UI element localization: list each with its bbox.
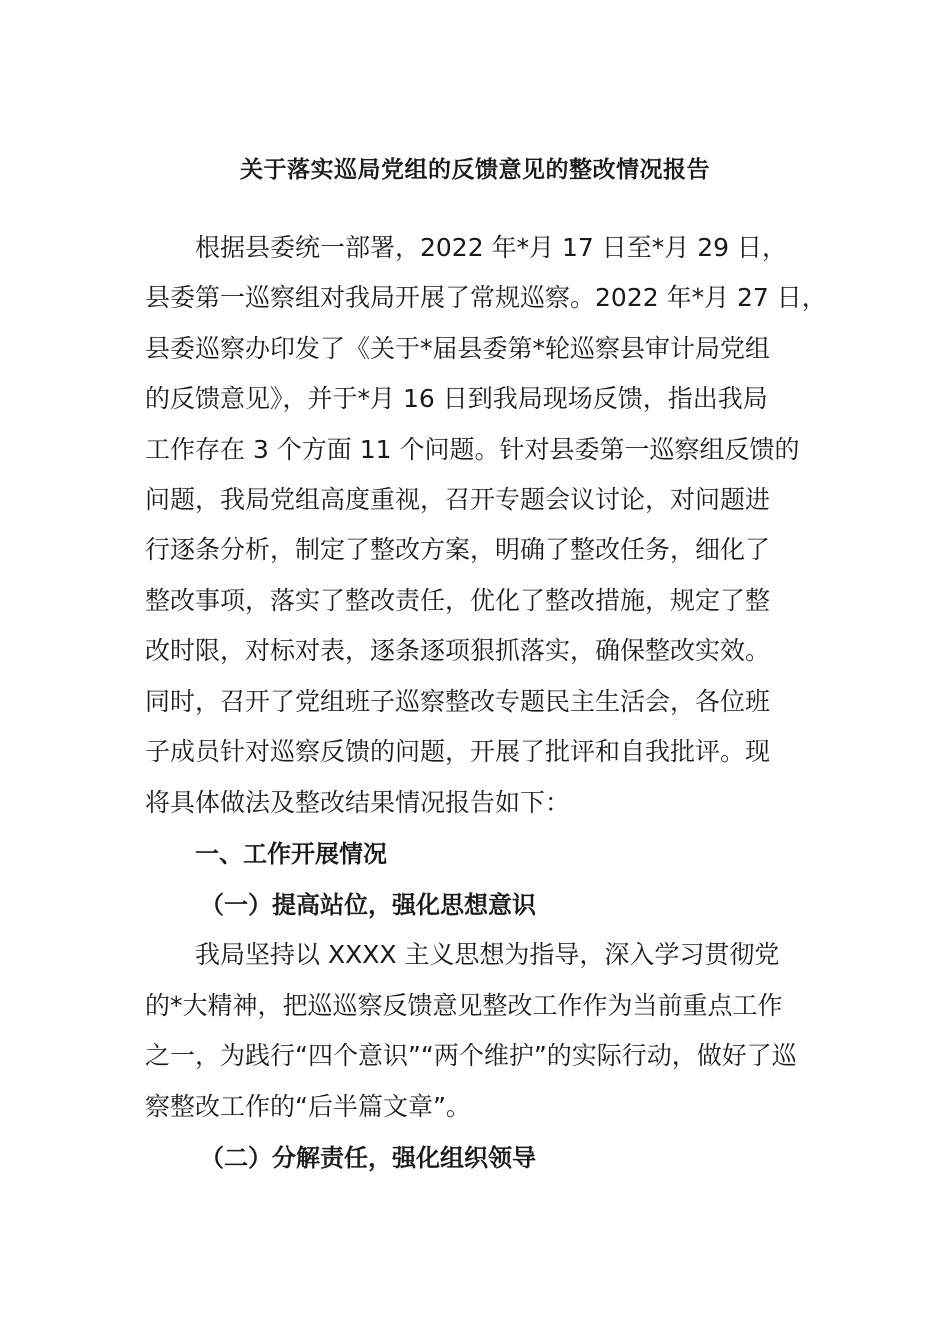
section-heading: 一、工作开展情况 bbox=[195, 840, 387, 868]
paragraph-line: 根据县委统一部署，2022 年*月 17 日至*月 29 日， bbox=[195, 233, 787, 262]
paragraph-line: 改时限，对标对表，逐条逐项狠抓落实，确保整改实效。 bbox=[145, 636, 771, 665]
paragraph-line: 问题，我局党组高度重视，召开专题会议讨论，对问题进 bbox=[145, 485, 771, 514]
paragraph-line: 同时，召开了党组班子巡察整改专题民主生活会，各位班 bbox=[145, 687, 771, 716]
paragraph-line: 的反馈意见》，并于*月 16 日到我局现场反馈，指出我局 bbox=[145, 384, 768, 413]
paragraph-line: 县委第一巡察组对我局开展了常规巡察。2022 年*月 27 日， bbox=[145, 283, 827, 312]
paragraph-line: 察整改工作的“后半篇文章”。 bbox=[145, 1092, 471, 1121]
paragraph-line: 我局坚持以 XXXX 主义思想为指导，深入学习贯彻党 bbox=[195, 940, 780, 969]
paragraph-line: 行逐条分析，制定了整改方案，明确了整改任务，细化了 bbox=[145, 535, 771, 564]
subsection-heading: （二）分解责任，强化组织领导 bbox=[200, 1144, 536, 1172]
paragraph-line: 子成员针对巡察反馈的问题，开展了批评和自我批评。现 bbox=[145, 737, 771, 766]
paragraph-line: 将具体做法及整改结果情况报告如下： bbox=[145, 788, 571, 817]
paragraph-line: 工作存在 3 个方面 11 个问题。针对县委第一巡察组反馈的 bbox=[145, 435, 800, 464]
subsection-heading: （一）提高站位，强化思想意识 bbox=[200, 891, 536, 919]
paragraph-line: 的*大精神，把巡巡察反馈意见整改工作作为当前重点工作 bbox=[145, 991, 783, 1020]
paragraph-line: 整改事项，落实了整改责任，优化了整改措施，规定了整 bbox=[145, 586, 771, 615]
paragraph-line: 之一，为践行“四个意识”“两个维护”的实际行动，做好了巡 bbox=[145, 1041, 797, 1070]
paragraph-line: 县委巡察办印发了《关于*届县委第*轮巡察县审计局党组 bbox=[145, 334, 771, 363]
document-title: 关于落实巡局党组的反馈意见的整改情况报告 bbox=[240, 157, 710, 183]
